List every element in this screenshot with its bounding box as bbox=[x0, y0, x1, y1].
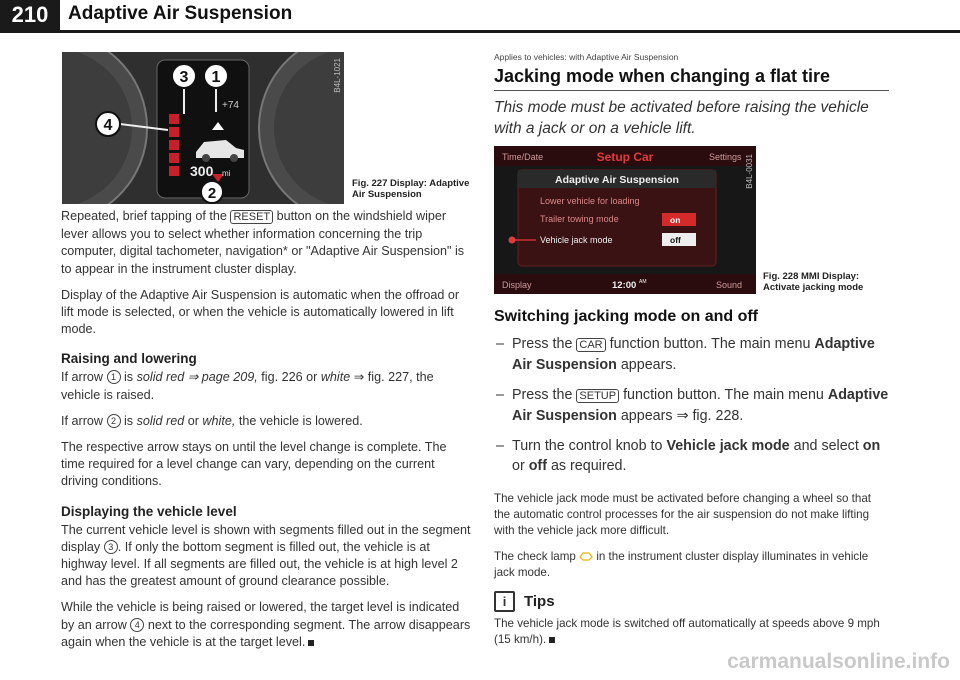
text-segment: is bbox=[124, 413, 134, 428]
text-segment: Vehicle jack mode bbox=[666, 438, 790, 454]
text-segment: the vehicle is lowered. bbox=[238, 413, 363, 428]
text-segment: function button. The main menu bbox=[609, 336, 811, 352]
text-segment: function button. The main menu bbox=[623, 387, 824, 403]
text-segment: ⇒ fig. 227, the vehicle is raised. bbox=[61, 370, 434, 402]
setup-key: SETUP bbox=[576, 389, 619, 403]
figure-227-caption bbox=[352, 178, 472, 200]
mmi-panel-title: Adaptive Air Suspension bbox=[555, 174, 679, 186]
text-segment: white bbox=[320, 370, 351, 385]
tips-text bbox=[494, 616, 890, 648]
label-2-text: 2 bbox=[207, 185, 217, 202]
paragraph-reset bbox=[61, 208, 471, 278]
text-segment: off bbox=[528, 458, 547, 474]
figure-228-code: B4L-0031 bbox=[745, 154, 754, 189]
sub-heading-switching: Switching jacking mode on and off bbox=[494, 308, 759, 325]
selector-dot-icon bbox=[509, 237, 516, 244]
paragraph-check-lamp bbox=[494, 549, 890, 581]
figure-227-instrument-display bbox=[62, 52, 344, 204]
text-segment: next to the corresponding segment. The arrow disappears again when the vehicle is at the target level. bbox=[61, 617, 471, 649]
check-lamp-icon bbox=[579, 552, 593, 561]
step-2 bbox=[494, 385, 890, 426]
section-heading: Jacking mode when changing a flat tire bbox=[494, 66, 831, 86]
figure-227-caption-number: Fig. 227 bbox=[352, 178, 388, 189]
label-3-marker bbox=[172, 64, 196, 88]
text-segment: solid red bbox=[136, 413, 185, 428]
figure-227-caption-text: Display: Adaptive Air Suspension bbox=[352, 178, 470, 200]
label-4-text: 4 bbox=[103, 117, 113, 134]
paragraph-raised bbox=[61, 369, 471, 403]
step-dash: – bbox=[496, 438, 504, 454]
paragraph-auto-display: Display of the Adaptive Air Suspension is automatic when the offroad or lift mode is selected, or when the vehicle is automatically lowered in lift mode. bbox=[61, 287, 460, 337]
callout-2: 2 bbox=[107, 414, 121, 428]
text-segment: While the vehicle is being raised or lowered, the target level is indicated by an arrow bbox=[61, 600, 460, 632]
text-segment: Adaptive Air Suspension bbox=[512, 336, 875, 373]
figure-228-caption bbox=[763, 271, 888, 293]
tips-header bbox=[494, 591, 890, 612]
page-ref-link[interactable]: ⇒ page 209, bbox=[187, 370, 258, 385]
lead-paragraph: This mode must be activated before raising the vehicle with a jack or on a vehicle lift. bbox=[494, 99, 869, 137]
mmi-top-right: Settings bbox=[709, 152, 742, 162]
text-segment: white, bbox=[202, 413, 236, 428]
callout-3: 3 bbox=[104, 540, 118, 554]
text-segment: The current vehicle level is shown with segments filled out in the segment display bbox=[61, 522, 471, 554]
tips-label: Tips bbox=[524, 593, 555, 610]
right-body bbox=[494, 491, 890, 658]
display-level-value: +74 bbox=[222, 100, 239, 111]
odometer-value: 300 bbox=[190, 163, 214, 179]
text-segment: The check lamp bbox=[494, 550, 576, 563]
text-segment: in the instrument cluster display illuminates in vehicle jack mode. bbox=[494, 550, 869, 579]
text-segment: Repeated, brief tapping of the bbox=[61, 209, 227, 223]
step-dash: – bbox=[496, 387, 504, 403]
callout-1: 1 bbox=[107, 370, 121, 384]
right-column-header bbox=[494, 52, 889, 139]
section-rule bbox=[494, 90, 889, 91]
label-1-text: 1 bbox=[211, 69, 221, 86]
step-1 bbox=[494, 334, 890, 375]
mmi-item-jack-mode[interactable]: Vehicle jack mode bbox=[540, 235, 613, 245]
mmi-display-illustration bbox=[494, 146, 756, 294]
mmi-item-lower-vehicle[interactable]: Lower vehicle for loading bbox=[540, 196, 640, 206]
mmi-clock: 12:00 bbox=[612, 280, 637, 291]
label-3-text: 3 bbox=[179, 69, 189, 86]
header-rule bbox=[0, 30, 960, 33]
instrument-cluster-illustration bbox=[62, 52, 344, 204]
steps-list bbox=[494, 334, 890, 486]
figure-228-caption-text: MMI Display: Activate jacking mode bbox=[763, 271, 864, 293]
mmi-top-center: Setup Car bbox=[596, 150, 654, 164]
paragraph-arrow-stays: The respective arrow stays on until the level change is complete. The time required for a level change can vary, depending on the current driving conditions. bbox=[61, 440, 447, 489]
mmi-bottom-right: Sound bbox=[716, 280, 743, 290]
callout-4: 4 bbox=[130, 618, 144, 632]
figure-ref-link[interactable]: appears ⇒ fig. 228. bbox=[620, 408, 744, 424]
paragraph-target-level bbox=[61, 599, 471, 651]
text-segment: If arrow bbox=[61, 413, 103, 428]
mmi-top-left: Time/Date bbox=[502, 152, 544, 162]
reset-key: RESET bbox=[230, 210, 273, 224]
info-icon: i bbox=[494, 591, 515, 612]
text-segment: If arrow bbox=[61, 370, 103, 385]
label-2-marker bbox=[201, 181, 223, 203]
left-column bbox=[61, 208, 471, 660]
text-segment: . If only the bottom segment is filled out, the vehicle is at highway level. If all segments are filled out, the vehicle is at high level 2 and has the greatest amount of ground clearance possible. bbox=[61, 539, 458, 589]
text-segment: or bbox=[187, 413, 199, 428]
mmi-jack-value[interactable]: off bbox=[670, 235, 681, 245]
applies-to: Applies to vehicles: with Adaptive Air Suspension bbox=[494, 52, 679, 62]
text-segment: as required. bbox=[550, 458, 627, 474]
text-segment: fig. 226 or bbox=[261, 370, 318, 385]
text-segment: is bbox=[124, 370, 134, 385]
car-key: CAR bbox=[576, 338, 605, 352]
paragraph-jack-purpose: The vehicle jack mode must be activated before changing a wheel so that the automatic control processes for the air suspension do not make lifting with the vehicle jack more difficult. bbox=[494, 492, 872, 537]
figure-228-mmi-display bbox=[494, 146, 756, 294]
text-segment: or bbox=[512, 458, 525, 474]
figure-228-caption-number: Fig. 228 bbox=[763, 271, 799, 282]
step-dash: – bbox=[496, 336, 504, 352]
level-segment-display bbox=[169, 114, 179, 176]
label-4-marker bbox=[96, 112, 120, 136]
text-segment: appears. bbox=[620, 357, 677, 373]
heading-raising-lowering: Raising and lowering bbox=[61, 351, 197, 367]
watermark: carmanualsonline.info bbox=[727, 650, 950, 673]
step-3 bbox=[494, 436, 890, 476]
text-segment: Press the bbox=[512, 387, 573, 403]
mmi-item-trailer[interactable]: Trailer towing mode bbox=[540, 214, 619, 224]
mmi-clock-suffix: AM bbox=[639, 279, 647, 285]
heading-displaying-level: Displaying the vehicle level bbox=[61, 503, 237, 519]
mmi-trailer-value[interactable]: on bbox=[670, 215, 681, 225]
figure-227-code: B4L-1021 bbox=[333, 58, 342, 93]
paragraph-lowered bbox=[61, 413, 471, 430]
mmi-bottom-left: Display bbox=[502, 280, 532, 290]
text-segment: Press the bbox=[512, 336, 573, 352]
chapter-title: Adaptive Air Suspension bbox=[68, 3, 293, 24]
page-number: 210 bbox=[0, 0, 60, 30]
paragraph-segments bbox=[61, 522, 471, 591]
text-segment: The vehicle jack mode is switched off automatically at speeds above 9 mph (15 km/h). bbox=[494, 617, 880, 646]
text-segment: Turn the control knob to bbox=[512, 438, 663, 454]
end-square-icon bbox=[549, 637, 555, 643]
text-segment: solid red bbox=[136, 370, 185, 385]
label-1-marker bbox=[204, 64, 228, 88]
odometer-unit: mi bbox=[222, 169, 231, 178]
text-segment: button on the windshield wiper lever allows you to select whether information concerning the trip computer, digital tachometer, navigation* or "Adaptive Air Suspension" is to appear in the instrument cluster display. bbox=[61, 209, 465, 276]
text-segment: Adaptive Air Suspension bbox=[512, 387, 889, 424]
end-square-icon bbox=[308, 640, 314, 646]
text-segment: and select bbox=[793, 438, 859, 454]
text-segment: on bbox=[862, 438, 881, 454]
